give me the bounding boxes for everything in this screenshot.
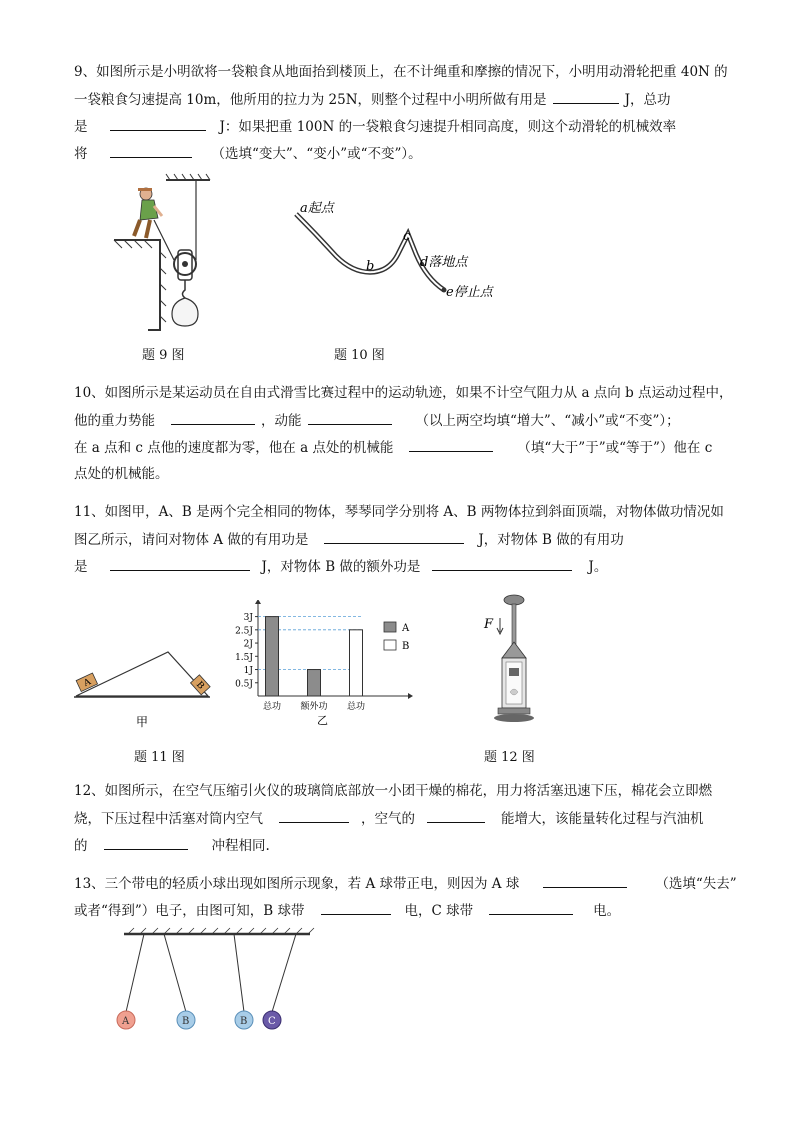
q10-blank1[interactable] xyxy=(171,410,255,425)
svg-text:A: A xyxy=(122,1016,130,1027)
chart-legend-label-b: B xyxy=(402,641,410,652)
chart-bar-b xyxy=(350,630,363,696)
fig10-label-a: a起点 xyxy=(300,201,334,216)
fig10-label-b: b xyxy=(366,259,375,274)
q10-line1: 10、如图所示是某运动员在自由式滑雪比赛过程中的运动轨迹，如果不计空气阻力从 a 点向 b 点运动过程中， xyxy=(74,385,733,401)
fig11-caption: 题 11 图 xyxy=(134,750,185,765)
chart-y-tick-label: 3J xyxy=(243,613,253,624)
svg-text:C: C xyxy=(268,1016,276,1027)
fig11-jia-label: 甲 xyxy=(136,715,149,729)
chart-y-tick-label: 1J xyxy=(243,666,253,677)
ball-c xyxy=(263,1011,281,1029)
ball-a xyxy=(117,1011,135,1029)
chart-legend xyxy=(384,622,410,652)
ball-b-right xyxy=(235,1011,253,1029)
fig11-inclines-figure xyxy=(70,640,220,730)
q12-blank3[interactable] xyxy=(104,835,188,850)
q11-blank2[interactable] xyxy=(110,556,250,571)
fig10-label-e: e停止点 xyxy=(446,285,493,300)
q13-line2: 或者“得到”）电子，由图可知，B 球带 电，C 球带 电。 xyxy=(74,900,620,921)
chart-y-ticks xyxy=(235,613,362,689)
q9-line1: 9、如图所示是小明欲将一袋粮食从地面抬到楼顶上，在不计绳重和摩擦的情况下，小明用动滑轮把重 40N 的 xyxy=(74,64,728,80)
q12-line3: 的 冲程相同. xyxy=(74,835,270,856)
fig12-caption: 题 12 图 xyxy=(484,750,535,765)
chart-x-categories xyxy=(263,700,365,712)
svg-text:B: B xyxy=(182,1016,190,1027)
chart-xlabel: 乙 xyxy=(317,714,328,727)
q11-line3: 是 J，对物体 B 做的额外功是 J。 xyxy=(74,556,607,577)
chart-legend-label-a: A xyxy=(402,623,410,634)
q12-line2: 烧，下压过程中活塞对筒内空气 ，空气的 能增大，该能量转化过程与汽油机 xyxy=(74,808,704,829)
fig12-force-label: F xyxy=(484,617,494,632)
chart-bar-a xyxy=(266,617,279,696)
q13-blank1[interactable] xyxy=(543,873,627,888)
q12-blank2[interactable] xyxy=(427,808,485,823)
chart-x-category-label: 总功 xyxy=(346,702,366,712)
fig13-charged-balls-figure xyxy=(110,926,340,1036)
chart-bar-a xyxy=(308,670,321,696)
q11-line1: 11、如图甲，A、B 是两个完全相同的物体，琴琴同学分别将 A、B 两物体拉到斜面顶端，对物体做功情况如 xyxy=(74,504,724,520)
fig10-label-c: c xyxy=(403,229,411,244)
q9-blank3[interactable] xyxy=(110,143,192,158)
chart-x-arrow xyxy=(408,693,413,699)
chart-y-arrow xyxy=(255,600,261,604)
q12-blank1[interactable] xyxy=(279,808,349,823)
q13-blank3[interactable] xyxy=(489,900,573,915)
chart-y-tick-label: 2J xyxy=(243,639,253,650)
q9-line2: 一袋粮食匀速提高 10m，他所用的拉力为 25N，则整个过程中小明所做有用是 J，总功 xyxy=(74,89,670,110)
fig9-caption: 题 9 图 xyxy=(142,348,185,363)
chart-bars xyxy=(266,617,363,696)
q9-line4: 将 （选填“变大”、“变小”或“不变”）。 xyxy=(74,143,422,164)
chart-y-tick-label: 2.5J xyxy=(235,626,253,637)
q13-line1: 13、三个带电的轻质小球出现如图所示现象，若 A 球带正电，则因为 A 球 （选填“失去” xyxy=(74,873,737,894)
q9-line3: 是 J：如果把重 100N 的一袋粮食匀速提升相同高度，则这个动滑轮的机械效率 xyxy=(74,116,676,137)
q10-line3: 在 a 点和 c 点他的速度都为零，他在 a 点处的机械能 （填“大于”于”或“等于”）他在 c xyxy=(74,437,712,458)
q10-line4: 点处的机械能。 xyxy=(74,466,169,482)
fig9-pulley-figure xyxy=(108,172,218,332)
chart-legend-swatch-b xyxy=(384,640,396,650)
chart-x-category-label: 额外功 xyxy=(300,702,328,712)
fig11-block-a-label: A xyxy=(82,677,93,689)
q10-line2: 他的重力势能 ，动能 （以上两空均填“增大”、“减小”或“不变”）； xyxy=(74,410,680,431)
chart-y-tick-label: 0.5J xyxy=(235,679,253,690)
svg-text:B: B xyxy=(240,1016,248,1027)
fig12-air-compression-igniter xyxy=(478,592,558,732)
chart-y-tick-label: 1.5J xyxy=(235,652,253,663)
q9-blank2[interactable] xyxy=(110,116,206,131)
fig11-block-b-label: B xyxy=(193,679,206,692)
q11-blank1[interactable] xyxy=(324,529,464,544)
fig10-caption: 题 10 图 xyxy=(334,348,385,363)
chart-legend-swatch-a xyxy=(384,622,396,632)
q11-line2: 图乙所示，请问对物体 A 做的有用功是 J，对物体 B 做的有用功 xyxy=(74,529,624,550)
q10-blank2[interactable] xyxy=(308,410,392,425)
ball-b-left xyxy=(177,1011,195,1029)
fig10-label-d: d落地点 xyxy=(420,255,468,270)
q11-blank3[interactable] xyxy=(432,556,572,571)
q13-blank2[interactable] xyxy=(321,900,391,915)
q9-blank1[interactable] xyxy=(553,89,619,104)
fig10-ski-track-figure xyxy=(286,194,516,304)
fig11-bar-chart xyxy=(222,600,422,730)
chart-x-category-label: 总功 xyxy=(262,702,282,712)
q10-blank3[interactable] xyxy=(409,437,493,452)
q12-line1: 12、如图所示，在空气压缩引火仪的玻璃筒底部放一小团干燥的棉花，用力将活塞迅速下压，棉花会立即燃 xyxy=(74,783,713,799)
